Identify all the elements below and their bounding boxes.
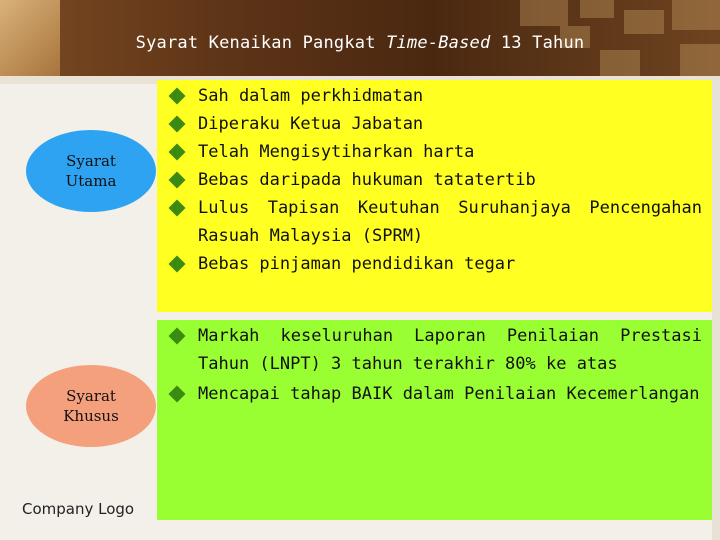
right-margin-band: [712, 76, 720, 540]
syarat-khusus-label: Syarat Khusus: [26, 365, 156, 447]
list-item: Bebas daripada hukuman tatatertib: [162, 166, 702, 194]
diamond-bullet-icon: [169, 172, 186, 189]
diamond-bullet-icon: [169, 328, 186, 345]
syarat-utama-list: [162, 82, 702, 278]
list-item: Telah Mengisytiharkan harta: [162, 138, 702, 166]
syarat-utama-label: Syarat Utama: [26, 130, 156, 212]
header-tile: [624, 10, 664, 34]
list-item: Markah keseluruhan Laporan Penilaian Prestasi Tahun (LNPT) 3 tahun terakhir 80% ke atas: [162, 322, 702, 378]
diamond-bullet-icon: [169, 144, 186, 161]
title-text: Syarat Kenaikan Pangkat: [135, 33, 387, 53]
diamond-bullet-icon: [169, 256, 186, 273]
list-item: Sah dalam perkhidmatan: [162, 82, 702, 110]
header-tile: [520, 0, 568, 26]
title-italic-text: Time-Based: [386, 33, 491, 53]
list-item: Lulus Tapisan Keutuhan Suruhanjaya Pencengahan Rasuah Malaysia (SPRM): [162, 194, 702, 250]
header-tile: [580, 0, 614, 18]
list-item: Bebas pinjaman pendidikan tegar: [162, 250, 702, 278]
slide-title: [0, 33, 720, 53]
header-tile: [600, 50, 640, 76]
header-banner: [0, 0, 720, 76]
diamond-bullet-icon: [169, 386, 186, 403]
header-tile: [672, 0, 720, 30]
syarat-khusus-list: [162, 322, 702, 410]
list-item: Diperaku Ketua Jabatan: [162, 110, 702, 138]
diamond-bullet-icon: [169, 200, 186, 217]
company-logo: Company Logo: [22, 500, 135, 518]
list-item: Mencapai tahap BAIK dalam Penilaian Kecemerlangan: [162, 380, 702, 408]
diamond-bullet-icon: [169, 116, 186, 133]
diamond-bullet-icon: [169, 88, 186, 105]
title-text-end: 13 Tahun: [490, 33, 585, 53]
